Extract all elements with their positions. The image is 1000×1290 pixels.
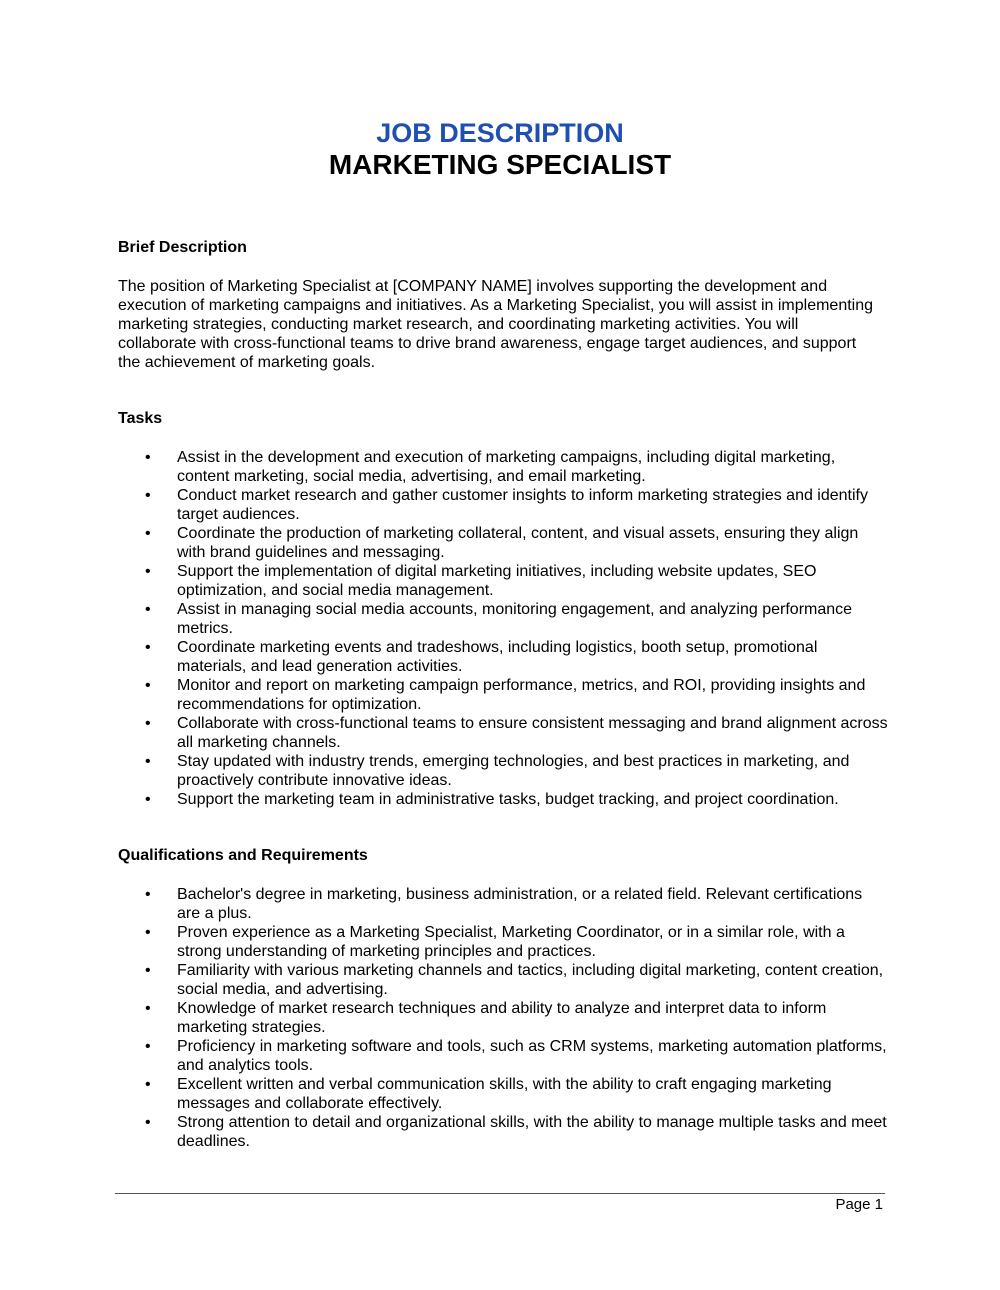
list-item-text: Conduct market research and gather customer insights to inform marketing strategies and identify target audiences. [177,487,868,523]
bullet-icon: • [145,563,151,580]
list-item [118,638,888,676]
list-item [118,714,888,752]
list-item-text: Monitor and report on marketing campaign performance, metrics, and ROI, providing insights and recommendations for optimization. [177,677,866,713]
bullet-icon: • [145,791,151,808]
bullet-icon: • [145,601,151,618]
list-item-text: Support the marketing team in administrative tasks, budget tracking, and project coordination. [177,791,839,808]
list-item [118,600,888,638]
tasks-list [118,448,888,809]
list-item-text: Assist in the development and execution of marketing campaigns, including digital marketing, content marketing, social media, advertising, and email marketing. [177,449,836,485]
bullet-icon: • [145,753,151,770]
bullet-icon: • [145,1038,151,1055]
brief-description-heading: Brief Description [118,239,247,256]
bullet-icon: • [145,924,151,941]
tasks-heading: Tasks [118,410,163,427]
list-item [118,562,888,600]
bullet-icon: • [145,715,151,732]
list-item [118,961,888,999]
footer-divider [115,1193,885,1194]
bullet-icon: • [145,525,151,542]
bullet-icon: • [145,1076,151,1093]
bullet-icon: • [145,487,151,504]
bullet-icon: • [145,1000,151,1017]
qualifications-list [118,885,888,1151]
list-item [118,524,888,562]
bullet-icon: • [145,886,151,903]
bullet-icon: • [145,677,151,694]
list-item [118,676,888,714]
qualifications-heading: Qualifications and Requirements [118,847,368,864]
list-item-text: Knowledge of market research techniques and ability to analyze and interpret data to inform marketing strategies. [177,1000,827,1036]
document-title: JOB DESCRIPTION [376,118,624,148]
list-item-text: Coordinate marketing events and tradeshows, including logistics, booth setup, promotional materials, and lead generation activities. [177,639,818,675]
list-item-text: Bachelor's degree in marketing, business administration, or a related field. Relevant certifications are a plus. [177,886,863,922]
list-item [118,1075,888,1113]
list-item-text: Stay updated with industry trends, emerging technologies, and best practices in marketing, and proactively contribute innovative ideas. [177,753,850,789]
list-item-text: Support the implementation of digital marketing initiatives, including website updates, SEO optimization, and social media management. [177,563,817,599]
list-item [118,790,888,809]
bullet-icon: • [145,962,151,979]
list-item [118,923,888,961]
list-item-text: Proficiency in marketing software and tools, such as CRM systems, marketing automation platforms, and analytics tools. [177,1038,887,1074]
list-item [118,999,888,1037]
list-item [118,752,888,790]
bullet-icon: • [145,1114,151,1131]
list-item-text: Coordinate the production of marketing collateral, content, and visual assets, ensuring they align with brand guidelines and messaging. [177,525,859,561]
bullet-icon: • [145,449,151,466]
list-item-text: Proven experience as a Marketing Specialist, Marketing Coordinator, or in a similar role, with a strong understanding of marketing principles and practices. [177,924,845,960]
list-item [118,1113,888,1151]
list-item-text: Assist in managing social media accounts, monitoring engagement, and analyzing performance metrics. [177,601,853,637]
list-item [118,1037,888,1075]
job-title: MARKETING SPECIALIST [328,149,672,180]
list-item [118,885,888,923]
list-item-text: Collaborate with cross-functional teams to ensure consistent messaging and brand alignment across all marketing channels. [177,715,888,751]
list-item [118,486,888,524]
list-item-text: Strong attention to detail and organizational skills, with the ability to manage multiple tasks and meet deadlines. [177,1114,887,1150]
bullet-icon: • [145,639,151,656]
list-item-text: Excellent written and verbal communication skills, with the ability to craft engaging marketing messages and collaborate effectively. [177,1076,832,1112]
brief-description-text: The position of Marketing Specialist at [COMPANY NAME] involves supporting the development and execution of marketing campaigns and initiatives. As a Marketing Specialist, you will assist in implementing marketing strategies, conducting market research, and coordinating marketing activities. You will collaborate with cross-functional teams to drive brand awareness, engage target audiences, and support the achievement of marketing goals. [118,278,874,371]
list-item-text: Familiarity with various marketing channels and tactics, including digital marketing, content creation, social media, and advertising. [177,962,884,998]
page-number: Page 1 [835,1196,883,1213]
list-item [118,448,888,486]
